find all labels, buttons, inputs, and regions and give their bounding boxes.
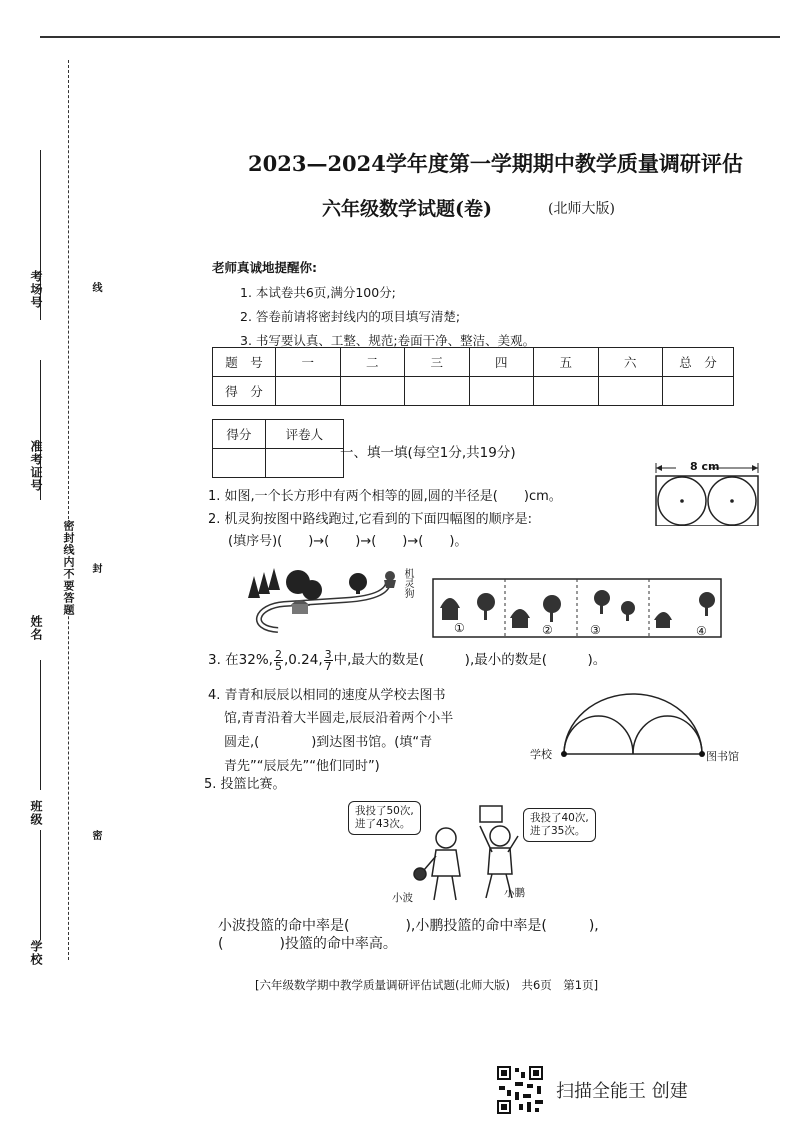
fraction-two-fifths: [274, 649, 283, 672]
seal-line-notice: 密封线内不要答题: [62, 520, 75, 616]
student-name-label: 姓名: [29, 615, 43, 641]
view-number-1: ①: [454, 621, 465, 635]
question-3-prefix: 3. 在32%,: [208, 652, 273, 668]
scanner-watermark: 扫描全能王 创建: [556, 1081, 688, 1102]
notice-item-3: 3. 书写要认真、工整、规范;卷面干净、整洁、美观。: [240, 333, 536, 348]
question-2-line-1: 2. 机灵狗按图中路线跑过,它看到的下面四幅图的顺序是:: [208, 512, 533, 527]
page-footer: [六年级数学期中教学质量调研评估试题(北师大版) 共6页 第1页]: [255, 978, 599, 992]
grader-box: [212, 419, 344, 478]
name-xiaopeng: 小鹏: [504, 887, 525, 899]
dog-label: 机灵狗: [402, 568, 413, 598]
view-number-3: ③: [590, 623, 601, 637]
score-table: [212, 347, 734, 406]
fraction-numerator: 2: [274, 647, 282, 661]
grader-score-cell: [213, 449, 266, 478]
fraction-three-sevenths: [324, 649, 333, 672]
question-5-answer-line-2: ( )投篮的命中率高。: [218, 936, 397, 952]
bubble-line: 进了35次。: [530, 825, 586, 837]
question-5: 5. 投篮比赛。: [204, 777, 286, 792]
score-table-header-row: [213, 348, 734, 377]
seal-line: [68, 60, 69, 960]
bubble-line: 进了43次。: [355, 818, 411, 830]
library-point-label: 图书馆: [706, 750, 739, 763]
score-row-label: 得 分: [213, 377, 276, 406]
seal-word-seal: 封: [90, 563, 101, 574]
fraction-numerator: 3: [324, 647, 332, 661]
score-cell: [340, 377, 405, 406]
school-point-label: 学校: [530, 748, 552, 761]
binding-fill-line-4: [40, 830, 41, 940]
question-3-middle: ,0.24,: [283, 652, 323, 668]
score-table-header: 二: [340, 348, 405, 377]
class-label: 班级: [29, 800, 43, 826]
seal-word-line: 线: [90, 282, 101, 293]
score-table-header: 三: [405, 348, 470, 377]
score-table-header: 题 号: [213, 348, 276, 377]
question-4-line-3: 圆走,( )到达图书馆。(填“青: [224, 735, 433, 750]
question-3-suffix: 中,最大的数是( ),最小的数是( )。: [333, 652, 607, 668]
score-table-header: 一: [276, 348, 341, 377]
score-cell: [469, 377, 534, 406]
fraction-denominator: 5: [274, 659, 282, 673]
speech-bubble-xiaopeng: [523, 808, 596, 842]
question-4-line-4: 青先”“辰辰先”“他们同时”): [224, 759, 380, 774]
question-4-line-1: 4. 青青和辰辰以相同的速度从学校去图书: [208, 688, 446, 703]
grader-name-cell: [265, 449, 343, 478]
grader-name-label: 评卷人: [265, 420, 343, 449]
exam-subtitle: 六年级数学试题(卷): [322, 198, 492, 220]
speech-bubble-xiaobo: [348, 801, 421, 835]
score-table-header: 五: [534, 348, 599, 377]
question-1: 1. 如图,一个长方形中有两个相等的圆,圆的半径是( )cm。: [208, 489, 562, 504]
score-table-header: 六: [598, 348, 663, 377]
notice-item-1: 1. 本试卷共6页,满分100分;: [240, 285, 396, 300]
question-5-answer-line-1: 小波投篮的命中率是( ),小鹏投篮的命中率是( ),: [218, 918, 599, 934]
section-1-title: 一、填一填(每空1分,共19分): [340, 445, 516, 461]
score-table-header: 总 分: [663, 348, 734, 377]
view-number-4: ④: [696, 624, 707, 638]
bubble-line: 我投了40次,: [530, 812, 589, 824]
four-views-strip: [432, 578, 722, 638]
binding-fill-line-3: [40, 660, 41, 790]
score-table-score-row: [213, 377, 734, 406]
notice-heading: 老师真诚地提醒你:: [212, 260, 317, 275]
dog-route-map: [238, 560, 423, 638]
dimension-label: 8 cm: [690, 460, 720, 473]
question-4-line-2: 馆,青青沿着大半圆走,辰辰沿着两个小半: [224, 711, 454, 726]
bubble-line: 我投了50次,: [355, 805, 414, 817]
score-cell: [405, 377, 470, 406]
question-3: [208, 648, 606, 672]
scan-top-edge: [40, 36, 780, 38]
seal-word-secret: 密: [90, 830, 101, 841]
grader-score-label: 得分: [213, 420, 266, 449]
score-cell: [534, 377, 599, 406]
exam-main-title: 2023—2024学年度第一学期期中教学质量调研评估: [248, 151, 743, 176]
semicircle-routes-figure: [530, 688, 776, 768]
qr-code-icon: [495, 1064, 545, 1116]
exam-room-label: 考场号: [29, 270, 43, 309]
score-table-header: 四: [469, 348, 534, 377]
name-xiaobo: 小波: [392, 892, 413, 904]
fraction-denominator: 7: [324, 659, 332, 673]
notice-item-2: 2. 答卷前请将密封线内的项目填写清楚;: [240, 309, 461, 324]
exam-edition: (北师大版): [548, 201, 615, 217]
school-label: 学校: [29, 940, 43, 966]
view-number-2: ②: [542, 623, 553, 637]
score-cell: [663, 377, 734, 406]
score-cell: [276, 377, 341, 406]
score-cell: [598, 377, 663, 406]
question-2-line-2: (填序号)( )→( )→( )→( )。: [228, 534, 468, 549]
admission-number-label: 准考证号: [29, 440, 43, 492]
rectangle-circles-figure: [654, 460, 762, 526]
